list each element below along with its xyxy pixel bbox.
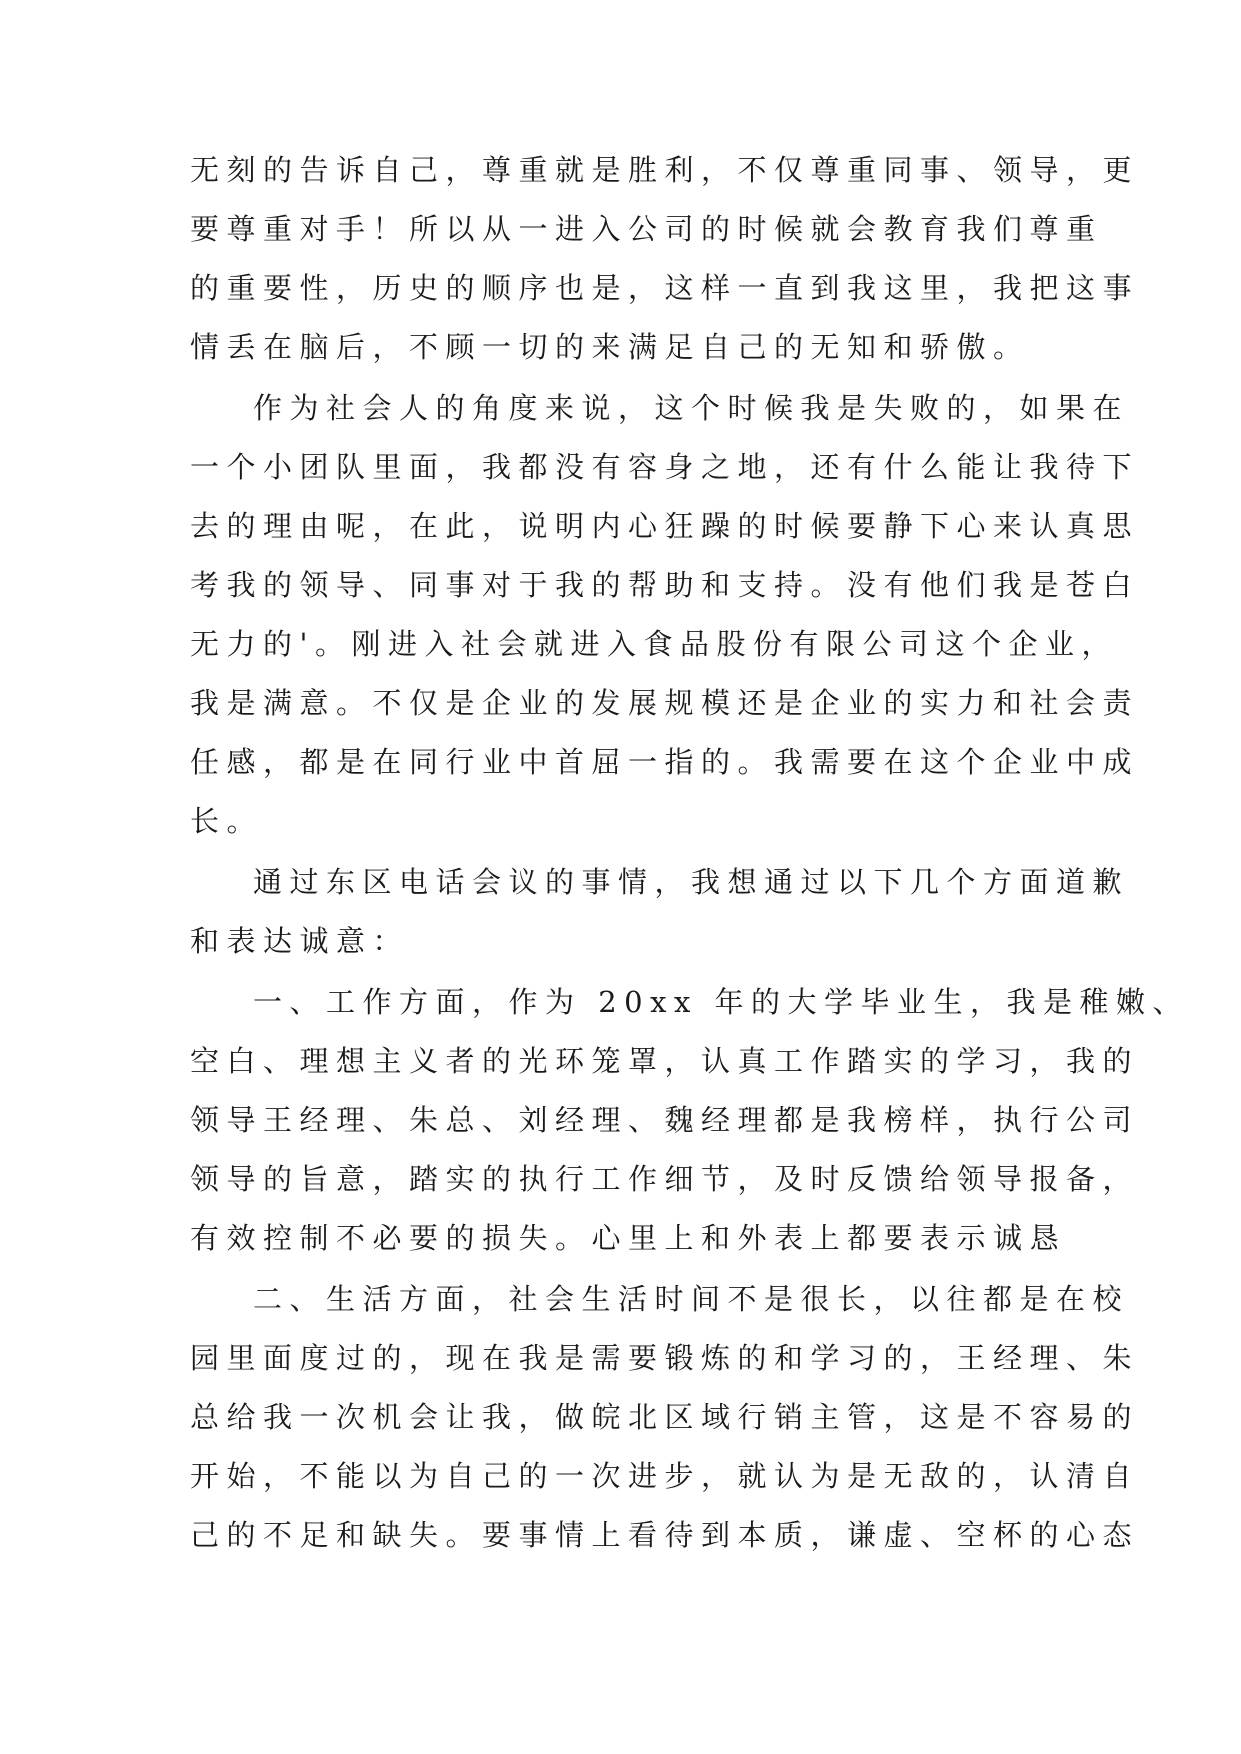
text-line: 总给我一次机会让我，做皖北区域行销主管，这是不容易的 xyxy=(190,1400,1140,1434)
text-line: 二、生活方面，社会生活时间不是很长，以往都是在校 xyxy=(253,1282,1130,1316)
text-line: 考我的领导、同事对于我的帮助和支持。没有他们我是苍白 xyxy=(190,568,1140,602)
text-line: 己的不足和缺失。要事情上看待到本质，谦虚、空杯的心态 xyxy=(190,1518,1140,1552)
text-line: 一个小团队里面，我都没有容身之地，还有什么能让我待下 xyxy=(190,450,1140,484)
text-line: 领导的旨意，踏实的执行工作细节，及时反馈给领导报备， xyxy=(190,1162,1140,1196)
text-line: 领导王经理、朱总、刘经理、魏经理都是我榜样，执行公司 xyxy=(190,1103,1140,1137)
text-line: 我是满意。不仅是企业的发展规模还是企业的实力和社会责 xyxy=(190,686,1140,720)
text-line: 情丢在脑后，不顾一切的来满足自己的无知和骄傲。 xyxy=(190,330,1030,364)
text-line: 无刻的告诉自己，尊重就是胜利，不仅尊重同事、领导，更 xyxy=(190,153,1140,187)
text-line: 任感，都是在同行业中首屈一指的。我需要在这个企业中成 xyxy=(190,745,1140,779)
text-line: 和表达诚意： xyxy=(190,924,410,958)
text-line: 长。 xyxy=(190,804,264,838)
text-line: 要尊重对手！所以从一进入公司的时候就会教育我们尊重 xyxy=(190,212,1103,246)
text-line: 开始，不能以为自己的一次进步，就认为是无敌的，认清自 xyxy=(190,1459,1140,1493)
text-line: 一、工作方面，作为 20xx 年的大学毕业生，我是稚嫩、 xyxy=(253,985,1190,1019)
text-line: 通过东区电话会议的事情，我想通过以下几个方面道歉 xyxy=(253,865,1130,899)
text-line: 无力的'。刚进入社会就进入食品股份有限公司这个企业， xyxy=(190,627,1118,661)
text-line: 作为社会人的角度来说，这个时候我是失败的，如果在 xyxy=(253,391,1130,425)
text-line: 园里面度过的，现在我是需要锻炼的和学习的，王经理、朱 xyxy=(190,1341,1140,1375)
text-line: 去的理由呢，在此，说明内心狂躁的时候要静下心来认真思 xyxy=(190,509,1140,543)
text-line: 的重要性，历史的顺序也是，这样一直到我这里，我把这事 xyxy=(190,271,1140,305)
text-line: 有效控制不必要的损失。心里上和外表上都要表示诚恳 xyxy=(190,1221,1067,1255)
text-line: 空白、理想主义者的光环笼罩，认真工作踏实的学习，我的 xyxy=(190,1044,1140,1078)
